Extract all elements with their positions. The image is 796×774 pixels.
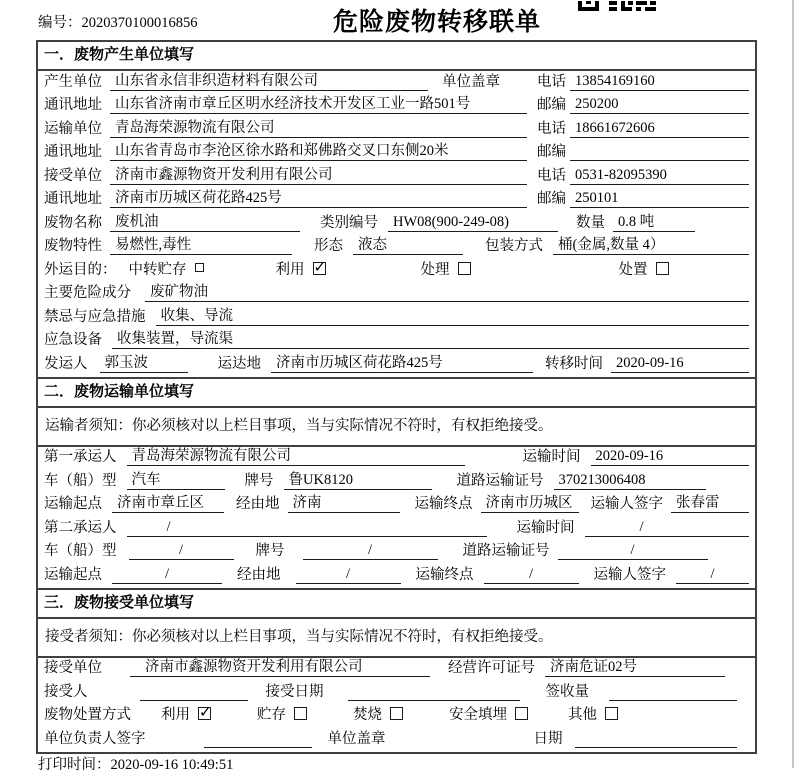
disposal-option-other [568, 703, 618, 724]
transport-time-value: / [585, 519, 750, 537]
date-label: 日期 [533, 730, 563, 747]
field-label: 主要危险成分 [44, 285, 131, 301]
phone-group [537, 117, 749, 138]
document-number-label: 编号： [38, 15, 82, 31]
field-label: 运输单位 [44, 120, 102, 137]
field-label: 第一承运人 [44, 449, 117, 465]
row-consignor [38, 353, 755, 377]
zip-value: 250200 [570, 96, 749, 114]
row-waste-name [38, 212, 755, 236]
row-disposal [38, 705, 755, 729]
row-route1 [38, 494, 755, 518]
route-end-value: 济南市历城区 [481, 491, 579, 513]
seal-label: 单位盖章 [442, 73, 500, 90]
row-transporter [38, 118, 755, 142]
option-label: 利用 [161, 707, 190, 723]
plate-label: 牌号 [255, 543, 285, 559]
field-label: 车（船）型 [44, 543, 117, 559]
via-value: / [296, 566, 401, 584]
zip-group [537, 93, 749, 114]
row-main-hazard [38, 283, 755, 307]
print-time-value: 2020-09-16 10:49:51 [110, 757, 234, 773]
field-label: 运输起点 [44, 566, 102, 583]
section1-title: 一．废物产生单位填写 [38, 42, 755, 71]
zip-group [537, 187, 749, 208]
field-label: 产生单位 [44, 73, 102, 90]
field-label: 接受人 [44, 683, 88, 700]
form-value: 液态 [353, 233, 463, 255]
category-label: 类别编号 [320, 214, 378, 231]
receiver-notice: 接受者须知：你必须核对以上栏目事项，当与实际情况不符时，有权拒绝接受。 [38, 619, 755, 658]
carrier-value: / [127, 519, 487, 537]
option-label: 贮存 [257, 707, 286, 723]
purpose-label: 外运目的： [44, 261, 117, 278]
field-label: 单位负责人签字 [44, 730, 146, 747]
sign-label: 运输人签字 [590, 496, 663, 512]
zip-label: 邮编 [537, 191, 566, 207]
field-label: 接受单位 [44, 660, 102, 676]
form-label: 形态 [314, 238, 343, 254]
transporter-notice: 运输者须知：你必须核对以上栏目事项，当与实际情况不符时，有权拒绝接受。 [38, 408, 755, 447]
route-end-label: 运输终点 [415, 566, 474, 583]
route-end-label: 运输终点 [414, 496, 473, 512]
disposal-option-use [161, 703, 211, 724]
license-value: 济南危证02号 [545, 655, 725, 677]
field-label: 车（船）型 [44, 472, 117, 489]
sign-value: 张春雷 [671, 491, 749, 513]
signature-value [204, 747, 312, 748]
row-producer-address [38, 95, 755, 119]
transport-time-label: 运输时间 [516, 519, 575, 536]
transport-time-label: 运输时间 [522, 449, 581, 465]
row-acceptor [38, 681, 755, 705]
phone-group [537, 164, 749, 185]
section2-title: 二．废物运输单位填写 [38, 377, 755, 408]
vehicle-type-value: / [129, 542, 234, 560]
phone-value: 18661672606 [570, 120, 749, 138]
consignor-value: 郭玉波 [100, 351, 188, 373]
category-value: HW08(900-249-08) [388, 214, 558, 232]
row-receive-unit [38, 658, 755, 682]
checkbox[interactable] [390, 707, 403, 720]
packing-value: 桶(金属,数量 4） [553, 233, 749, 255]
qr-code-icon [578, 0, 656, 17]
checkbox[interactable] [198, 707, 211, 720]
field-label: 接受单位 [44, 167, 102, 184]
manifest-form [36, 40, 757, 754]
print-time-label: 打印时间： [38, 757, 111, 773]
row-signature [38, 728, 755, 752]
phone-value: 0531-82095390 [570, 167, 749, 185]
phone-label: 电话 [537, 120, 566, 137]
signed-qty-value [609, 700, 737, 701]
qty-value: 0.8 吨 [613, 210, 695, 232]
field-value: 收集装置，导流渠 [112, 327, 749, 349]
row-carrier1 [38, 447, 755, 471]
row-receiver [38, 165, 755, 189]
packing-label: 包装方式 [485, 238, 543, 254]
purpose-option-treat [421, 258, 471, 279]
phone-group [537, 70, 749, 91]
plate-value: / [303, 542, 438, 560]
license-label: 经营许可证号 [448, 660, 535, 676]
accept-date-label: 接受日期 [265, 683, 324, 700]
field-value: 山东省永信非织造材料有限公司 [110, 69, 428, 91]
destination-label: 运达地 [217, 355, 261, 372]
option-label: 其他 [568, 707, 597, 723]
field-label: 运输起点 [44, 496, 102, 512]
plate-value: 鲁UK8120 [284, 468, 432, 490]
vehicle-type-value: 汽车 [127, 468, 225, 490]
zip-value [570, 160, 749, 161]
checkbox[interactable] [656, 262, 669, 275]
phone-value: 13854169160 [570, 73, 749, 91]
sign-value: / [676, 566, 749, 584]
road-license-value: 370213006408 [554, 472, 706, 490]
via-value: 济南 [288, 491, 400, 513]
date-value [575, 747, 738, 748]
zip-value: 250101 [570, 190, 749, 208]
page-title: 危险废物转移联单 [333, 8, 542, 36]
checkbox[interactable] [313, 262, 326, 275]
field-value: 山东省济南市章丘区明水经济技术开发区工业一路501号 [110, 92, 527, 114]
checkbox[interactable] [605, 707, 618, 720]
disposal-label: 废物处置方式 [44, 707, 131, 723]
row-emergency-equipment [38, 330, 755, 354]
field-value: 青岛海荣源物流有限公司 [110, 116, 527, 138]
seal-label: 单位盖章 [327, 730, 386, 747]
road-license-label: 道路运输证号 [462, 543, 550, 559]
phone-label: 电话 [537, 73, 566, 90]
transport-time-value: 2020-09-16 [591, 448, 750, 466]
property-value: 易燃性,毒性 [110, 233, 292, 255]
disposal-option-landfill [449, 703, 528, 724]
checkbox[interactable] [294, 707, 307, 720]
field-label: 废物特性 [44, 238, 102, 254]
checkbox[interactable] [458, 262, 471, 275]
option-label: 焚烧 [353, 707, 382, 723]
print-time [38, 753, 233, 774]
field-label: 发运人 [44, 355, 88, 372]
row-carrier2 [38, 517, 755, 541]
destination-value: 济南市历城区荷花路425号 [271, 351, 533, 373]
via-label: 经由地 [236, 496, 280, 512]
field-value: 收集、导流 [156, 304, 750, 326]
row-vehicle1 [38, 470, 755, 494]
page-right-edge [792, 0, 794, 768]
purpose-option-use [276, 258, 326, 279]
field-label: 废物名称 [44, 214, 102, 231]
row-route2 [38, 564, 755, 588]
option-label: 处置 [618, 261, 648, 278]
field-label: 第二承运人 [44, 519, 117, 536]
field-label: 应急设备 [44, 332, 102, 348]
plate-label: 牌号 [244, 472, 274, 489]
carrier-value: 青岛海荣源物流有限公司 [127, 444, 465, 466]
zip-label: 邮编 [537, 144, 566, 160]
route-end-value: / [484, 566, 579, 584]
checkbox[interactable] [195, 263, 204, 272]
transfer-time-value: 2020-09-16 [611, 355, 749, 373]
row-waste-property [38, 236, 755, 260]
row-transporter-address [38, 142, 755, 166]
field-label: 通讯地址 [44, 144, 102, 160]
route-start-value: / [112, 566, 222, 584]
signed-qty-label: 签收量 [545, 683, 589, 700]
row-purpose [38, 259, 755, 283]
option-label: 安全填埋 [449, 707, 507, 723]
document-header [0, 0, 796, 40]
accept-date-value [348, 700, 520, 701]
transfer-time-label: 转移时间 [545, 355, 603, 372]
row-emergency-measures [38, 306, 755, 330]
road-license-label: 道路运输证号 [456, 472, 544, 489]
field-value: 济南市鑫源物资开发利用有限公司 [110, 163, 527, 185]
purpose-option-dispose [619, 258, 669, 279]
field-label: 禁忌与应急措施 [44, 308, 146, 325]
section3-title: 三．废物接受单位填写 [38, 588, 755, 619]
checkbox[interactable] [515, 707, 528, 720]
disposal-option-store [257, 703, 307, 724]
via-label: 经由地 [237, 566, 281, 583]
document-number-value: 2020370100016856 [81, 15, 198, 31]
zip-label: 邮编 [537, 97, 566, 113]
row-receiver-address [38, 189, 755, 213]
option-label: 处理 [420, 261, 450, 278]
field-label: 通讯地址 [44, 191, 102, 207]
option-label: 中转贮存 [128, 261, 187, 278]
waste-name-value: 废机油 [110, 210, 300, 232]
qty-label: 数量 [576, 214, 605, 231]
acceptor-value [140, 700, 248, 701]
option-label: 利用 [275, 261, 305, 278]
zip-group [537, 140, 749, 161]
phone-label: 电话 [537, 167, 566, 184]
row-vehicle2 [38, 541, 755, 565]
sign-label: 运输人签字 [593, 566, 666, 583]
field-value: 山东省青岛市李沧区徐水路和郑佛路交叉口东侧20米 [110, 139, 527, 161]
field-value: 济南市历城区荷花路425号 [110, 186, 527, 208]
purpose-option-transfer [129, 258, 204, 279]
field-label: 通讯地址 [44, 97, 102, 113]
road-license-value: / [558, 542, 708, 560]
receive-unit-value: 济南市鑫源物资开发利用有限公司 [130, 655, 430, 677]
document-number [38, 11, 198, 32]
route-start-value: 济南市章丘区 [112, 491, 224, 513]
disposal-option-burn [353, 703, 403, 724]
row-producer [38, 71, 755, 95]
field-value: 废矿物油 [145, 280, 749, 302]
